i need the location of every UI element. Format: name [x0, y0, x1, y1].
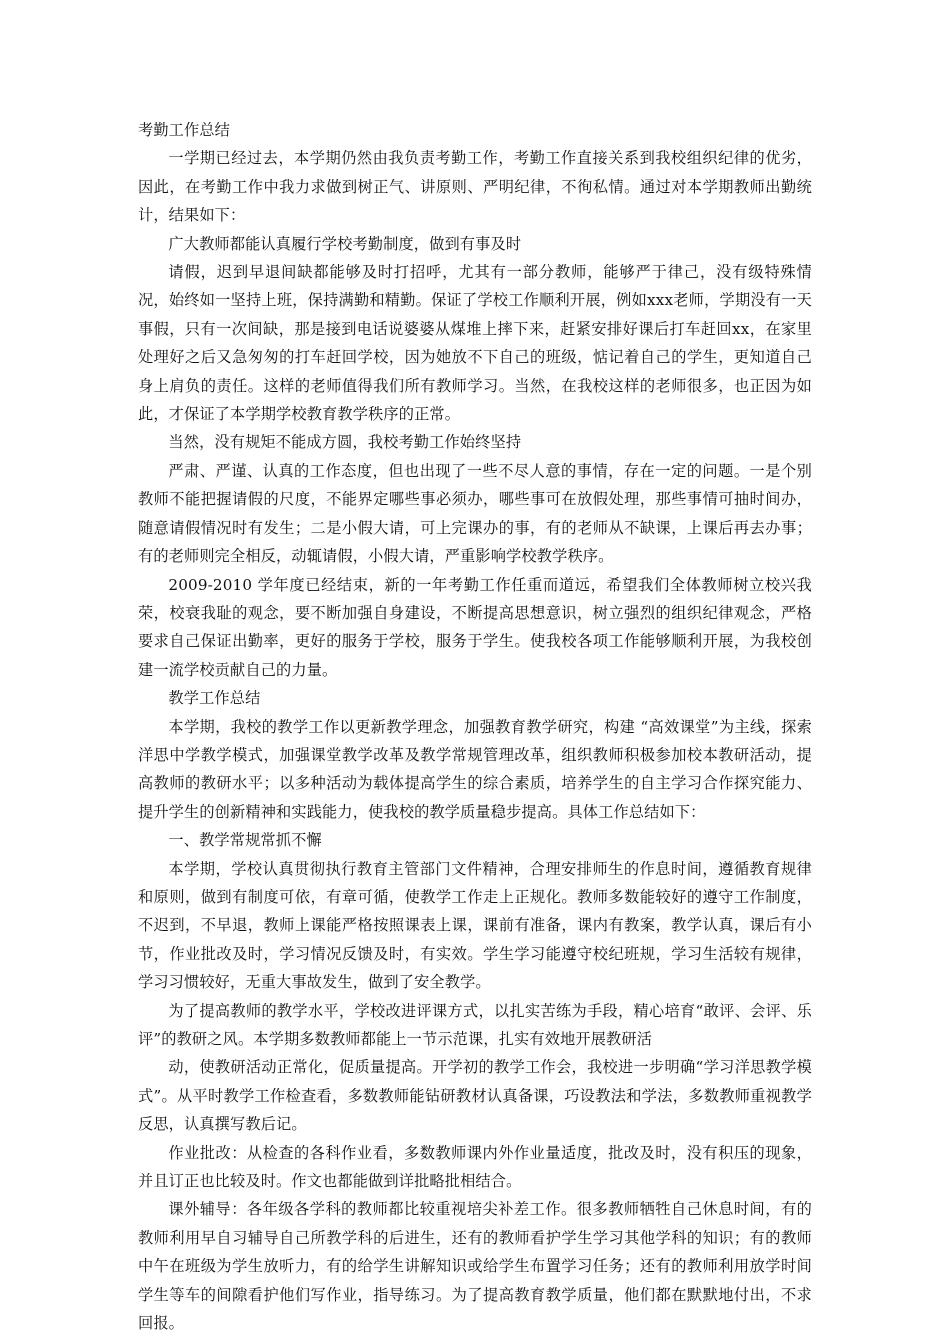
paragraph: 2009-2010 学年度已经结束，新的一年考勤工作任重而道远，希望我们全体教师树立校兴我荣，校衰我耻的观念，要不断加强自身建设，不断提高思想意识，树立强烈的组织纪律观念，严格要求自己保证出勤率，更好的服务于学校，服务于学生。使我校各项工作能够顺利开展，为我校创建一流学校贡献自己的力量。 [138, 575, 812, 679]
paragraph: 本学期，我校的教学工作以更新教学理念，加强教育教学研究，构建 “高效课堂”为主线，探索洋思中学教学模式，加强课堂教学改革及教学常规管理改革，组织教师积极参加校本教研活动，提高教师的教研水平；以多种活动为载体提高学生的综合素质，培养学生的自主学习合作探究能力、提升学生的创新精神和实践能力，使我校的教学质量稳步提高。具体工作总结如下： [138, 717, 812, 821]
paragraph: 请假，迟到早退间缺都能够及时打招呼，尤其有一部分教师，能够严于律己，没有级特殊情况，始终如一坚持上班，保持满勤和精勤。保证了学校工作顺利开展，例如xxx老师，学期没有一天事假，只有一次间缺，那是接到电话说婆婆从煤堆上摔下来，赶紧安排好课后打车赶回xx，在家里处理好之后又急匆匆的打车赶回学校，因为她放不下自己的班级，惦记着自己的学生，更知道自己身上肩负的责任。这样的老师值得我们所有教师学习。当然，在我校这样的老师很多，也正因为如此，才保证了本学期学校教育教学秩序的正常。 [138, 263, 812, 424]
paragraph: 广大教师都能认真履行学校考勤制度，做到有事及时 [168, 234, 522, 253]
paragraph: 本学期，学校认真贯彻执行教育主管部门文件精神，合理安排师生的作息时间，遵循教育规律和原则，做到有制度可依，有章可循，使教学工作走上正规化。教师多数能较好的遵守工作制度，不迟到，不早退，教师上课能严格按照课表上课，课前有准备，课内有教案，教学认真，课后有小节，作业批改及时，学习情况反馈及时，有实效。学生学习能遵守校纪班规，学习生活较有规律，学习习惯较好，无重大事故发生，做到了安全教学。 [138, 859, 812, 992]
paragraph: 严肃、严谨、认真的工作态度，但也出现了一些不尽人意的事情，存在一定的问题。一是个别教师不能把握请假的尺度，不能界定哪些事必须办，哪些事可在放假处理，那些事情可抽时间办，随意请假情况时有发生；二是小假大请，可上完课办的事，有的老师从不缺课，上课后再去办事；有的老师则完全相反，动辄请假，小假大请，严重影响学校教学秩序。 [138, 461, 812, 566]
paragraph: 课外辅导：各年级各学科的教师都比较重视培尖补差工作。很多教师牺牲自己休息时间，有的教师利用早自习辅导自己所教学科的后进生，还有的教师看护学生学习其他学科的知识；有的教师中午在班级为学生放听力，有的给学生讲解知识或给学生布置学习任务；还有的教师利用放学时间学生等车的间隙看护他们写作业，指导练习。为了提高教育教学质量，他们都在默默地付出，不求回报。 [138, 1200, 812, 1333]
document-body [138, 116, 812, 1337]
paragraph: 当然，没有规矩不能成方圆，我校考勤工作始终坚持 [168, 433, 522, 452]
paragraph: 作业批改：从检查的各科作业看，多数教师课内外作业量适度，批改及时，没有积压的现象，并且订正也比较及时。作文也都能做到详批略批相结合。 [138, 1143, 812, 1191]
section-heading: 一、教学常规常抓不懈 [168, 831, 322, 850]
paragraph: 动，使教研活动正常化，促质量提高。开学初的教学工作会，我校进一步明确“学习洋思教学模式”。从平时教学工作检查看，多数教师能钻研教材认真备课，巧设教法和学法，多数教师重视教学反思，认真撰写教后记。 [138, 1058, 812, 1134]
section-heading: 教学工作总结 [168, 689, 261, 708]
document-title: 考勤工作总结 [138, 121, 231, 139]
paragraph: 一学期已经过去，本学期仍然由我负责考勤工作，考勤工作直接关系到我校组织纪律的优劣，因此，在考勤工作中我力求做到树正气、讲原则、严明纪律，不徇私情。通过对本学期教师出勤统计，结果如下： [138, 149, 812, 225]
paragraph: 为了提高教师的教学水平，学校改进评课方式，以扎实苦练为手段，精心培育“敢评、会评、乐评”的教研之风。本学期多数教师都能上一节示范课，扎实有效地开展教研活 [138, 1001, 812, 1048]
